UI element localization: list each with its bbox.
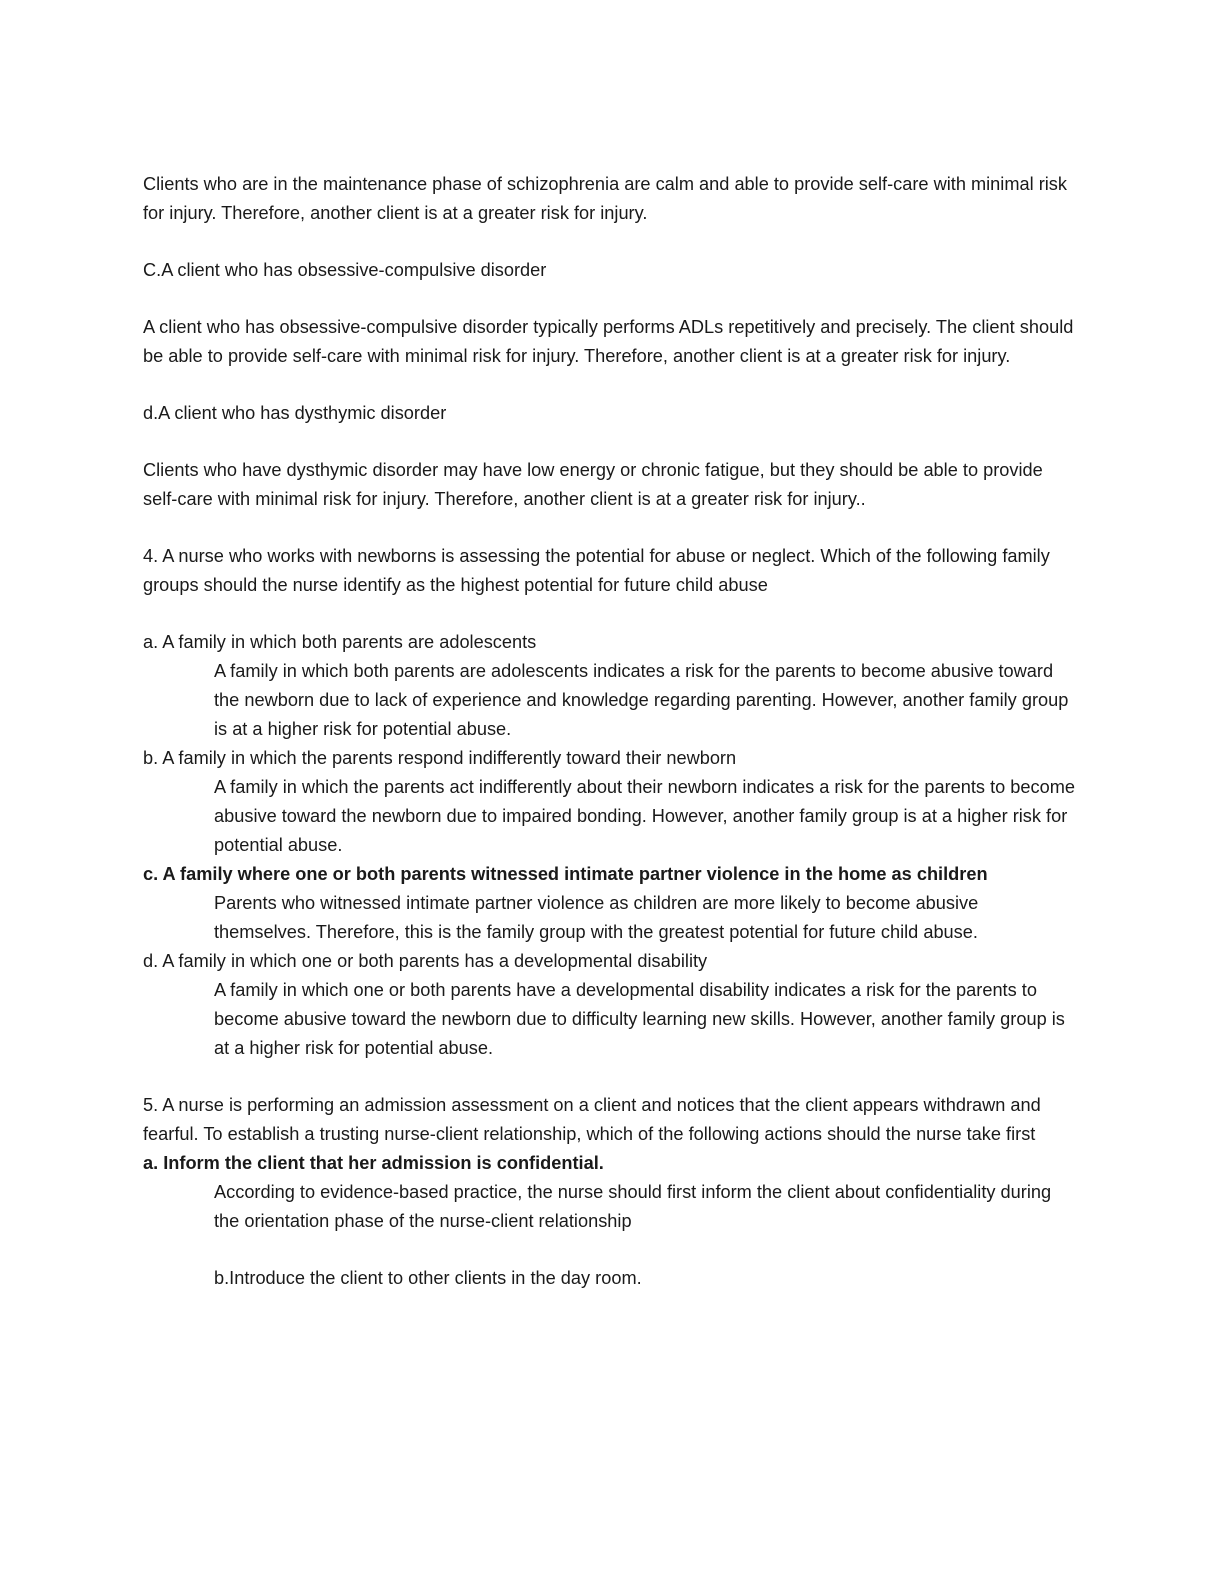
spacer: [143, 1063, 1078, 1091]
q4-option-c-correct: c. A family where one or both parents witnessed intimate partner violence in the home as children: [143, 864, 988, 884]
q4-rationale-c: Parents who witnessed intimate partner violence as children are more likely to become abusive themselves. Therefore, this is the family group with the greatest potential for future child abuse.: [214, 893, 979, 942]
q5-option-b: b.Introduce the client to other clients in the day room.: [214, 1268, 642, 1288]
q4-option-a: a. A family in which both parents are adolescents: [143, 632, 537, 652]
document-body: [143, 170, 1078, 1293]
question-5-stem: 5. A nurse is performing an admission assessment on a client and notices that the client appears withdrawn and fearful. To establish a trusting nurse-client relationship, which of the following actions should the nurse take first: [143, 1095, 1041, 1144]
q5-option-a-correct: a. Inform the client that her admission is confidential.: [143, 1153, 604, 1173]
q4-option-b: b. A family in which the parents respond indifferently toward their newborn: [143, 748, 737, 768]
q4-rationale-b: A family in which the parents act indifferently about their newborn indicates a risk for the parents to become abusive toward the newborn due to impaired bonding. However, another family group is at a higher risk for potential abuse.: [214, 777, 1076, 855]
paragraph-schizophrenia-rationale: Clients who are in the maintenance phase of schizophrenia are calm and able to provide self-care with minimal risk for injury. Therefore, another client is at a greater risk for injury.: [143, 174, 1067, 223]
question-4-stem: 4. A nurse who works with newborns is assessing the potential for abuse or neglect. Which of the following family groups should the nurse identify as the highest potential for future child abuse: [143, 546, 1050, 595]
paragraph-ocd-rationale: A client who has obsessive-compulsive disorder typically performs ADLs repetitively and precisely. The client should be able to provide self-care with minimal risk for injury. Therefore, another client is at a greater risk for injury.: [143, 317, 1074, 366]
spacer: [143, 1236, 1078, 1264]
option-d-dysthymic: d.A client who has dysthymic disorder: [143, 403, 447, 423]
paragraph-dysthymic-rationale: Clients who have dysthymic disorder may have low energy or chronic fatigue, but they should be able to provide self-care with minimal risk for injury. Therefore, another client is at a greater risk for injury..: [143, 460, 1043, 509]
option-c-ocd: C.A client who has obsessive-compulsive disorder: [143, 260, 547, 280]
question-4-options: [143, 628, 1078, 1063]
q4-rationale-d: A family in which one or both parents have a developmental disability indicates a risk for the parents to become abusive toward the newborn due to difficulty learning new skills. However, another family group is at a higher risk for potential abuse.: [214, 980, 1065, 1058]
q4-rationale-a: A family in which both parents are adolescents indicates a risk for the parents to become abusive toward the newborn due to lack of experience and knowledge regarding parenting. However, another family group is at a higher risk for potential abuse.: [214, 661, 1069, 739]
q4-option-d: d. A family in which one or both parents has a developmental disability: [143, 951, 708, 971]
q5-rationale-a: According to evidence-based practice, the nurse should first inform the client about confidentiality during the orientation phase of the nurse-client relationship: [214, 1182, 1052, 1231]
